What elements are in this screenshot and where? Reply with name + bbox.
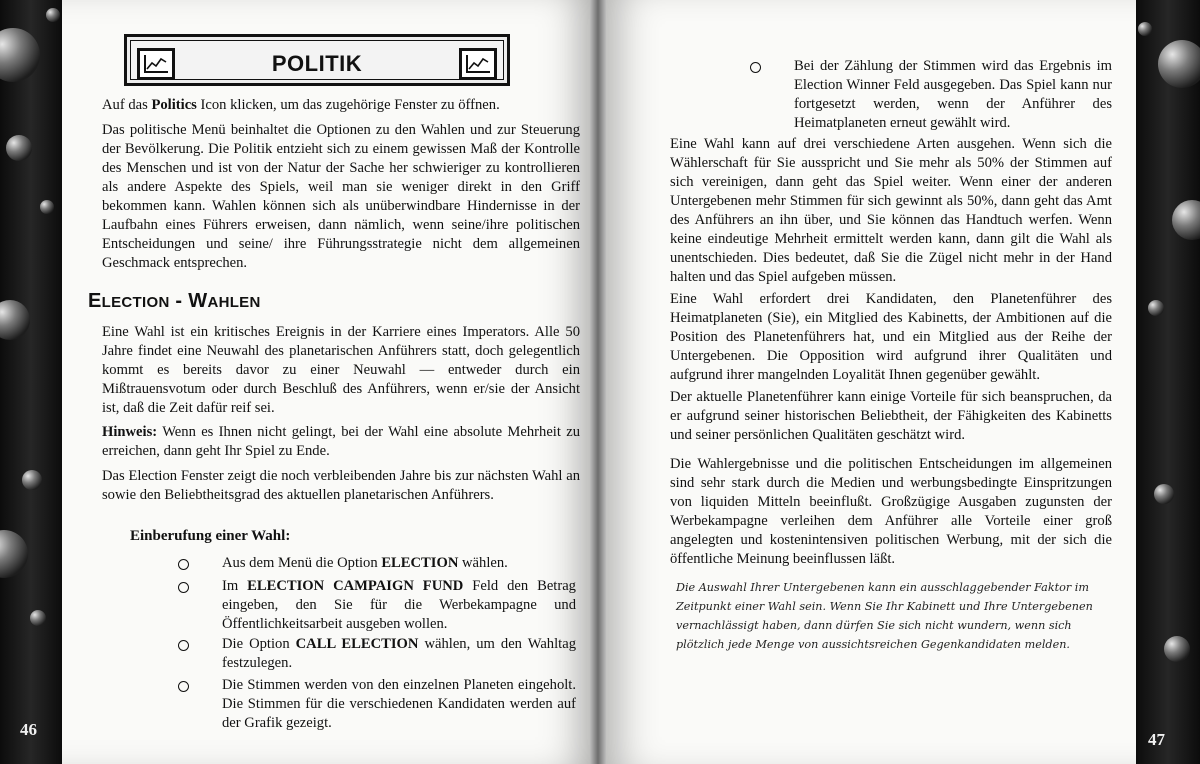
tip-note: Die Auswahl Ihrer Untergebenen kann ein ausschlaggebender Faktor im Zeitpunkt einer Wahl sein. Wenn Sie Ihr Kabinett und Ihre Untergebenen vernachlässigt haben, dann dürfen Sie sich nicht wundern, wenn sich plötzlich jede Menge von aussichtsreichen Gegenkandidaten melden. bbox=[676, 581, 1093, 651]
chart-icon bbox=[459, 48, 497, 80]
sphere-decoration bbox=[1148, 300, 1164, 316]
sphere-decoration bbox=[0, 530, 28, 578]
sphere-decoration bbox=[1158, 40, 1200, 88]
subheading: Einberufung einer Wahl: bbox=[130, 528, 291, 544]
bullet-circle bbox=[178, 559, 189, 570]
section-heading: ELECTION - WAHLEN bbox=[88, 290, 261, 312]
intro-paragraph: Das politische Menü beinhaltet die Optionen zu den Wahlen und zur Steuerung der Bevölkerung. Die Politik entzieht sich zu einem gewissen Maß der Kontrolle des Menschen und ist von der Natur der Sache her schwieriger zu kontrollieren als andere Aspekte des Spiels, weil man sie weniger direkt in den Griff bekommen kann. Wahlen können sich als unüberwindbare Hindernisse in der Laufbahn eines Führers erweisen, dann nämlich, wenn seine/ihre politischen Entscheidungen und seine/ ihre Führungsstrategie nicht dem allgemeinen Geschmack entsprechen. bbox=[102, 122, 580, 271]
sphere-decoration bbox=[0, 300, 30, 340]
bullet-circle bbox=[178, 681, 189, 692]
bullet-circle bbox=[178, 640, 189, 651]
right-page bbox=[598, 0, 1136, 764]
sphere-decoration bbox=[1154, 484, 1174, 504]
page-title: POLITIK bbox=[271, 51, 363, 76]
paragraph-advantages: Der aktuelle Planetenführer kann einige Vorteile für sich beanspruchen, da er aufgrund seiner historischen Beliebtheit, der Fähigkeiten des Kabinetts und seiner persönlichen Qualitäten geschätzt wird. bbox=[670, 389, 1112, 443]
left-border-strip bbox=[0, 0, 62, 764]
hint-label: Hinweis: bbox=[102, 424, 158, 440]
sphere-decoration bbox=[30, 610, 46, 626]
intro-line: Auf das Politics Icon klicken, um das zugehörige Fenster zu öffnen. bbox=[102, 97, 500, 113]
sphere-decoration bbox=[40, 200, 54, 214]
sphere-decoration bbox=[1138, 22, 1152, 36]
sphere-decoration bbox=[1164, 636, 1190, 662]
page-header bbox=[124, 34, 510, 86]
bullet-item: Im ELECTION CAMPAIGN FUND Feld den Betrag eingeben, den Sie für die Werbekampagne und Öffentlichkeitsarbeit ausgeben wollen. bbox=[222, 578, 576, 632]
right-border-strip bbox=[1136, 0, 1200, 764]
paragraph-candidates: Eine Wahl erfordert drei Kandidaten, den Planetenführer des Heimatplaneten (Sie), ein Mitglied des Kabinetts, der Ambitionen auf die Position des Planetenführers hat, und ein Mitglied aus der Reihe der Untergebenen. Die Opposition wird aufgrund ihrer Qualitäten und aufgrund ihrer mangelnden Loyalität Ihnen gegenüber gewählt. bbox=[670, 291, 1112, 383]
left-page bbox=[62, 0, 602, 764]
sphere-decoration bbox=[6, 135, 32, 161]
bullet-item: Die Option CALL ELECTION wählen, um den Wahltag festzulegen. bbox=[222, 636, 576, 671]
sphere-decoration bbox=[0, 28, 40, 82]
bullet-circle bbox=[178, 582, 189, 593]
paragraph-outcomes: Eine Wahl kann auf drei verschiedene Arten ausgehen. Wenn sich die Wählerschaft für Sie ausspricht und Sie mehr als 50% der Stimmen auf sich vereinigen, dann geht das Spiel weiter. Wenn einer der anderen Untergebenen mehr Stimmen für sich gewinnt als 50%, dann geht das Amt des Anführers an ihn über, und Sie können das Handtuch werfen. Wenn keine eindeutige Mehrheit ermittelt werden kann, dann gilt die Wahl als unentschieden. Dies bedeutet, daß Sie die Zügel nicht mehr in der Hand halten und das Spiel aufgeben müssen. bbox=[670, 136, 1112, 285]
paragraph-election: Eine Wahl ist ein kritisches Ereignis in der Karriere eines Imperators. Alle 50 Jahre findet eine Neuwahl des planetarischen Anführers statt, doch gelegentlich kommt es bereits davor zu einer Neuwahl — entweder durch ein Mißtrauensvotum oder durch Beschluß des Anführers, wenn er/sie der Ansicht ist, daß die Zeit dafür reif sei. bbox=[102, 324, 580, 416]
paragraph-media: Die Wahlergebnisse und die politischen Entscheidungen im allgemeinen sind sehr stark durch die Medien und werbungsbedingte Einspritzungen von liquiden Mitteln beeinflußt. Großzügige Ausgaben zugunsten der Werbekampagne verleihen dem Anführer alle Vorteile einer groß angelegten und kostenintensiven politischen Werbung, mit der sich die öffentliche Meinung beeinflussen läßt. bbox=[670, 456, 1112, 567]
sphere-decoration bbox=[22, 470, 42, 490]
page-number-left: 46 bbox=[20, 720, 37, 739]
bullet-item: Aus dem Menü die Option ELECTION wählen. bbox=[222, 555, 508, 571]
book-gutter bbox=[590, 0, 606, 764]
sphere-decoration bbox=[46, 8, 60, 22]
bullet-item: Die Stimmen werden von den einzelnen Planeten eingeholt. Die Stimmen für die verschiedenen Kandidaten werden auf der Grafik gezeigt. bbox=[222, 677, 576, 731]
sphere-decoration bbox=[1172, 200, 1200, 240]
politics-keyword: Politics bbox=[151, 97, 197, 113]
paragraph-hint: Hinweis: Wenn es Ihnen nicht gelingt, bei der Wahl eine absolute Mehrheit zu erreichen, dann geht Ihr Spiel zu Ende. bbox=[102, 424, 580, 459]
bullet-circle bbox=[750, 62, 761, 73]
page-number-right: 47 bbox=[1148, 730, 1165, 749]
bullet-item: Bei der Zählung der Stimmen wird das Ergebnis im Election Winner Feld ausgegeben. Das Spiel kann nur fortgesetzt werden, wenn der Anführer des Heimatplaneten erneut gewählt wird. bbox=[794, 58, 1112, 131]
paragraph-election-window: Das Election Fenster zeigt die noch verbleibenden Jahre bis zur nächsten Wahl an sowie den Beliebtheitsgrad des aktuellen planetarischen Anführers. bbox=[102, 468, 580, 503]
